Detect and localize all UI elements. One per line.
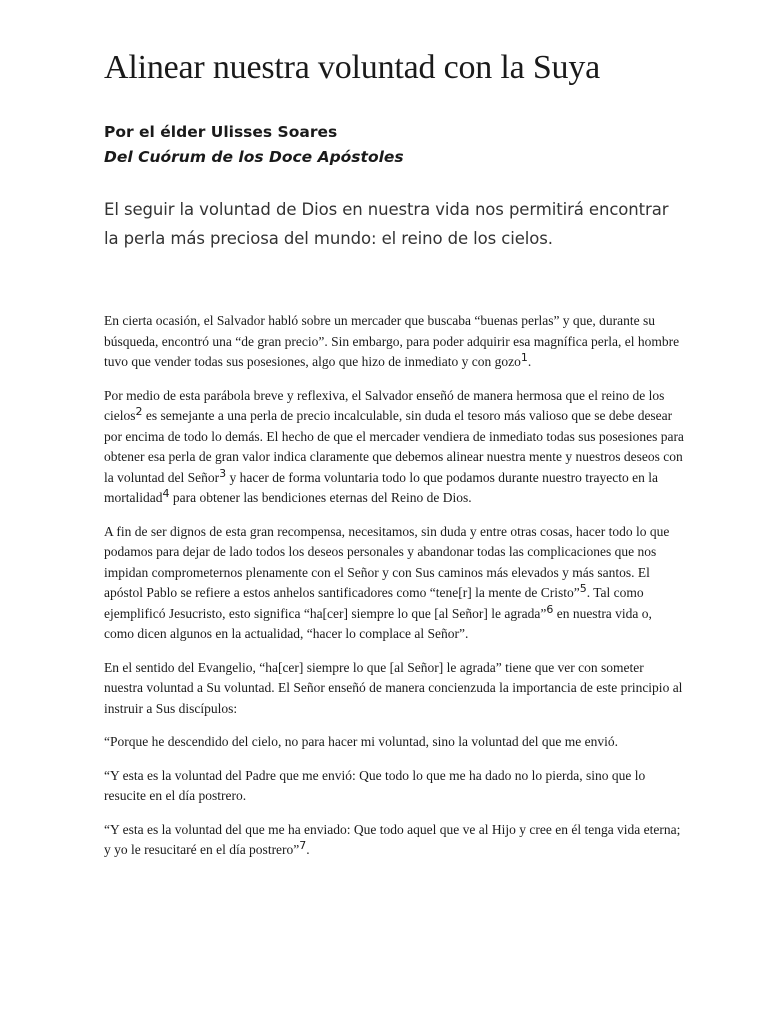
paragraph-text: En el sentido del Evangelio, “ha[cer] siempre lo que [al Señor] le agrada” tiene que ver con someter nuestra voluntad a Su voluntad. El Señor enseñó de manera concienzuda la importancia de este principio al instruir a Sus discípulos: [104,659,683,716]
byline [104,120,684,170]
footnote-link[interactable]: 4 [162,487,170,500]
footnote-ref[interactable] [521,351,528,364]
paragraph-text: . [527,354,532,369]
author-name: Por el élder Ulisses Soares [104,123,338,141]
paragraph-text: en nuestra vida o, como dicen algunos en la actualidad, “hacer lo complace al Señor”. [104,605,652,641]
paragraph-text: y hacer de forma voluntaria todo lo que podamos durante nuestro trayecto en la mortalidad [104,469,658,505]
paragraph-text: “Y esta es la voluntad del Padre que me envió: Que todo lo que me ha dado no lo pierda, sino que lo resucite en el día postrero. [104,767,646,803]
footnote-link[interactable]: 3 [219,466,227,480]
body-paragraph [104,522,684,645]
paragraph-text: . Tal como ejemplificó Jesucristo, esto significa “ha[cer] siempre lo que [al Señor] le agrada” [104,585,644,621]
footnote-link[interactable]: 7 [299,839,307,852]
article-body [104,311,684,861]
paragraph-text: Por medio de esta parábola breve y reflexiva, el Salvador enseñó de manera hermosa que el reino de los cielos [104,387,665,423]
paragraph-text: para obtener las bendiciones eternas del Reino de Dios. [169,490,472,505]
article-kicker: El seguir la voluntad de Dios en nuestra vida nos permitirá encontrar la perla más preciosa del mundo: el reino de los cielos. [104,200,669,248]
scripture-quote [104,820,684,861]
footnote-ref[interactable] [136,405,143,418]
footnote-link[interactable]: 1 [520,351,528,364]
scripture-quote [104,732,684,753]
author-calling: Del Cuórum de los Doce Apóstoles [104,148,404,166]
body-paragraph [104,386,684,509]
scripture-quote [104,766,684,807]
article-title: Alinear nuestra voluntad con la Suya [104,49,601,86]
body-paragraph [104,658,684,720]
footnote-link[interactable]: 5 [579,582,587,595]
paragraph-text: A fin de ser dignos de esta gran recompensa, necesitamos, sin duda y entre otras cosas, hacer todo lo que podamos para dejar de lado todos los deseos personales y abandonar todas las complicaciones que nos impidan comprometernos plenamente con el Señor y con Sus caminos más elevados y más santos. El apóstol Pablo se refiere a estos anhelos santificadores como “tene[r] la mente de Cristo” [104,523,670,600]
paragraph-text: . [306,842,310,857]
footnote-ref[interactable] [580,582,587,595]
paragraph-text: En cierta ocasión, el Salvador habló sobre un mercader que buscaba “buenas perlas” y que, durante su búsqueda, encontró una “de gran precio”. Sin embargo, para poder adquirir esa magnífica perla, el hombre tuvo que vender todas sus posesiones, algo que hizo de inmediato y con gozo [104,313,680,369]
footnote-link[interactable]: 6 [546,602,554,616]
paragraph-text: “Y esta es la voluntad del que me ha enviado: Que todo aquel que ve al Hijo y cree en él tenga vida eterna; y yo le resucitaré en el día postrero” [104,821,681,857]
footnote-link[interactable]: 2 [135,405,143,418]
paragraph-text: “Porque he descendido del cielo, no para hacer mi voluntad, sino la voluntad del que me envió. [104,734,618,749]
paragraph-text: es semejante a una perla de precio incalculable, sin duda el tesoro más valioso que se debe desear por encima de todo lo demás. El hecho de que el mercader vendiera de inmediato todas sus posesiones para obtener esa perla de gran valor indica claramente que debemos alinear nuestra mente y nuestros deseos con la voluntad del Señor [104,408,684,485]
body-paragraph [104,311,684,373]
